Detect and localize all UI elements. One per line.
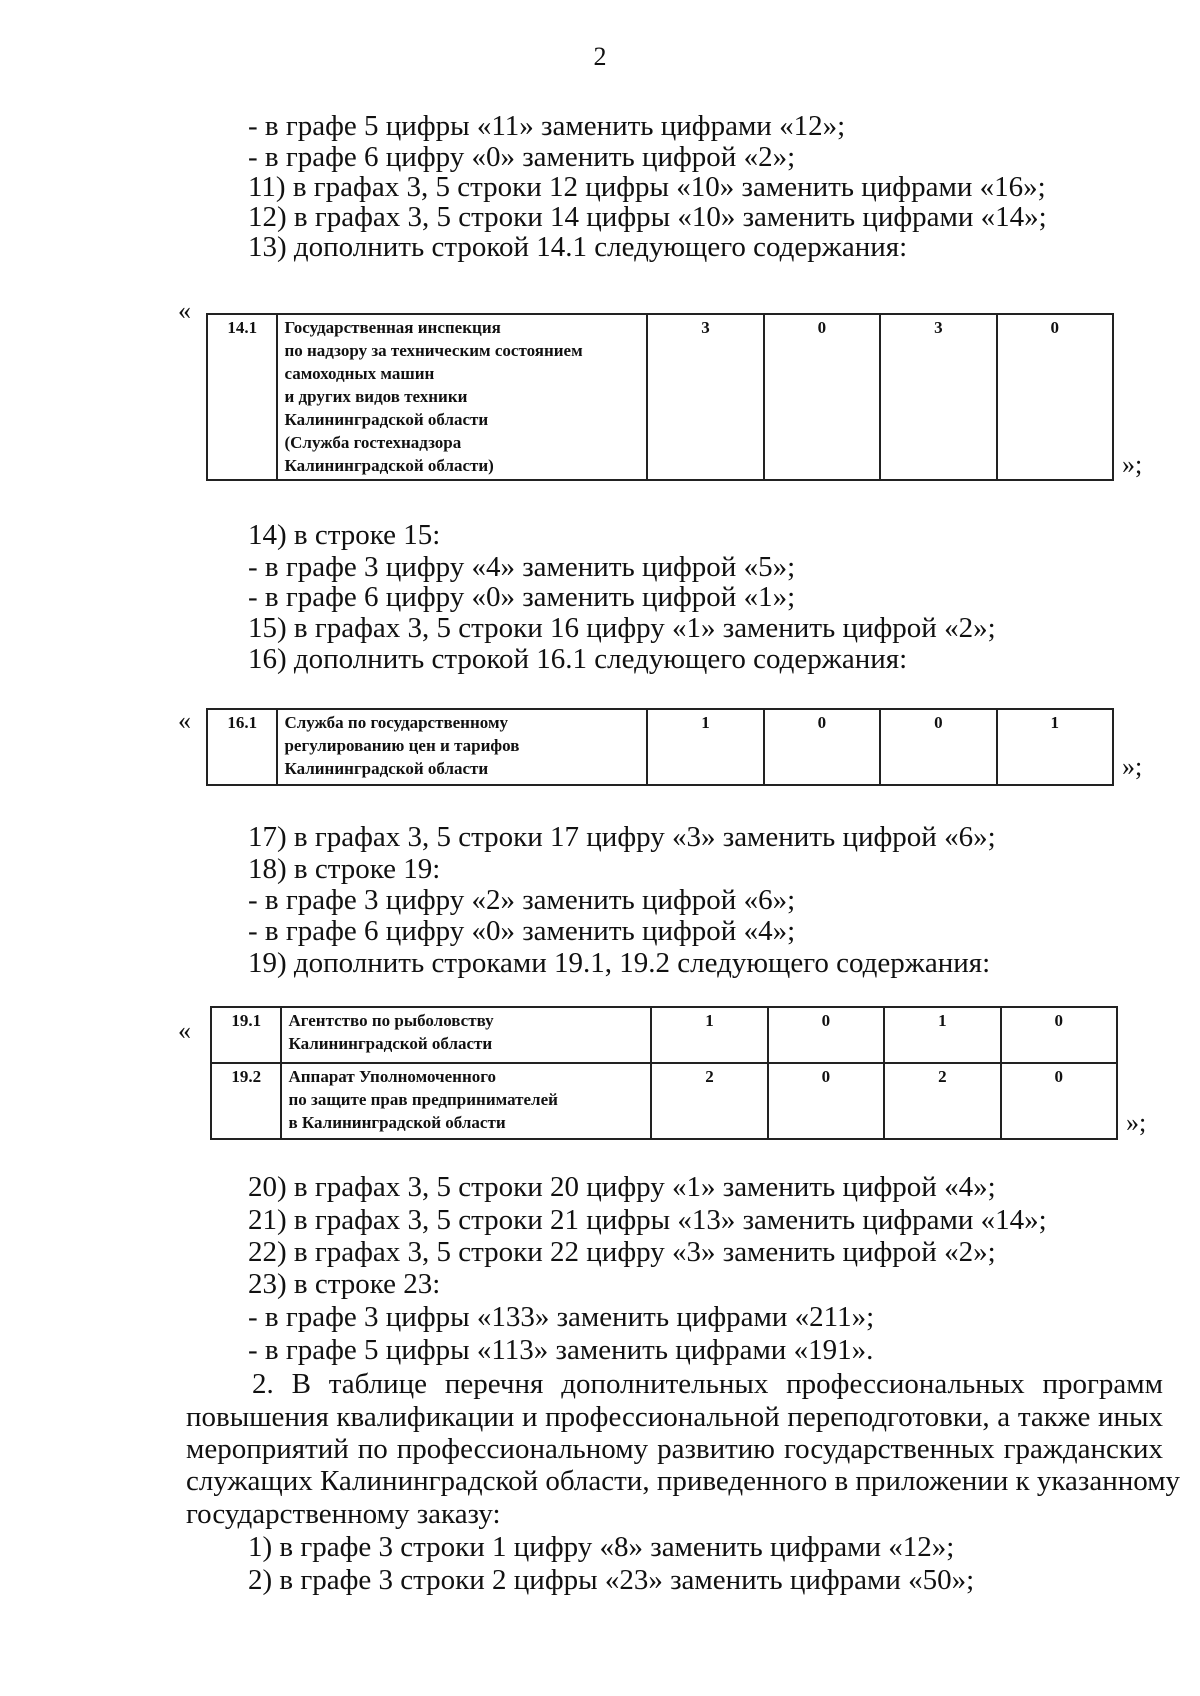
- paragraph-line: мероприятий по профессиональному развитию государственных гражданских: [186, 1433, 1163, 1465]
- table-row: [211, 1063, 1117, 1139]
- close-quote: »;: [1126, 1108, 1147, 1137]
- name-line: Калининградской области): [284, 456, 494, 475]
- text-line: 23) в строке 23:: [248, 1268, 441, 1300]
- text-line: - в графе 5 цифры «113» заменить цифрами «191».: [248, 1334, 874, 1366]
- text-line: 20) в графах 3, 5 строки 20 цифру «1» заменить цифрой «4»;: [248, 1171, 996, 1203]
- name-line: Калининградской области: [288, 1034, 493, 1053]
- name-line: Аппарат Уполномоченного: [288, 1067, 497, 1086]
- name-line: и других видов техники: [284, 387, 468, 406]
- open-quote: «: [178, 296, 191, 325]
- row-number: 14.1: [207, 314, 277, 480]
- row-number: 19.1: [211, 1007, 281, 1063]
- row-name: [281, 1007, 651, 1063]
- row-number: 19.2: [211, 1063, 281, 1139]
- text-line: 21) в графах 3, 5 строки 21 цифры «13» заменить цифрами «14»;: [248, 1204, 1047, 1236]
- open-quote: «: [178, 1016, 191, 1045]
- text-line: - в графе 6 цифру «0» заменить цифрой «1»;: [248, 581, 796, 613]
- table-row: [207, 709, 1113, 785]
- cell-col6: 1: [997, 709, 1113, 785]
- text-line: 13) дополнить строкой 14.1 следующего содержания:: [248, 231, 908, 263]
- text-line: 11) в графах 3, 5 строки 12 цифры «10» заменить цифрами «16»;: [248, 171, 1046, 203]
- cell-col3: 2: [651, 1063, 767, 1139]
- cell-col4: 0: [768, 1007, 884, 1063]
- row-name: [277, 709, 647, 785]
- paragraph-line: повышения квалификации и профессиональной переподготовки, а также иных: [186, 1401, 1163, 1433]
- table-row: [207, 314, 1113, 480]
- text-line: - в графе 5 цифры «11» заменить цифрами «12»;: [248, 110, 846, 142]
- paragraph-line: служащих Калининградской области, приведенного в приложении к указанному: [186, 1465, 1181, 1497]
- cell-col4: 0: [764, 709, 880, 785]
- cell-col5: 2: [884, 1063, 1000, 1139]
- text-line: - в графе 3 цифры «133» заменить цифрами «211»;: [248, 1301, 875, 1333]
- cell-col4: 0: [764, 314, 880, 480]
- text-line: 18) в строке 19:: [248, 853, 441, 885]
- name-line: по надзору за техническим состоянием: [284, 341, 583, 360]
- insert-table-19: [210, 1006, 1118, 1140]
- name-line: Калининградской области: [284, 759, 489, 778]
- cell-col3: 1: [647, 709, 763, 785]
- cell-col6: 0: [997, 314, 1113, 480]
- insert-table-16-1: [206, 708, 1114, 786]
- text-line: - в графе 3 цифру «2» заменить цифрой «6»;: [248, 884, 796, 916]
- row-name: [277, 314, 647, 480]
- text-line: 12) в графах 3, 5 строки 14 цифры «10» заменить цифрами «14»;: [248, 201, 1047, 233]
- cell-col5: 3: [880, 314, 996, 480]
- cell-col3: 3: [647, 314, 763, 480]
- row-number: 16.1: [207, 709, 277, 785]
- text-line: 16) дополнить строкой 16.1 следующего содержания:: [248, 643, 908, 675]
- row-name: [281, 1063, 651, 1139]
- text-line: 22) в графах 3, 5 строки 22 цифру «3» заменить цифрой «2»;: [248, 1236, 996, 1268]
- text-line: 19) дополнить строками 19.1, 19.2 следующего содержания:: [248, 947, 991, 979]
- name-line: регулированию цен и тарифов: [284, 736, 520, 755]
- name-line: Служба по государственному: [284, 713, 509, 732]
- text-line: 14) в строке 15:: [248, 519, 441, 551]
- name-line: по защите прав предпринимателей: [288, 1090, 558, 1109]
- cell-col4: 0: [768, 1063, 884, 1139]
- text-line: 17) в графах 3, 5 строки 17 цифру «3» заменить цифрой «6»;: [248, 821, 996, 853]
- cell-col6: 0: [1001, 1007, 1117, 1063]
- text-line: - в графе 3 цифру «4» заменить цифрой «5»;: [248, 551, 796, 583]
- paragraph-line: 2. В таблице перечня дополнительных профессиональных программ: [252, 1368, 1163, 1400]
- table-row: [211, 1007, 1117, 1063]
- insert-table-14-1: [206, 313, 1114, 481]
- text-line: 15) в графах 3, 5 строки 16 цифру «1» заменить цифрой «2»;: [248, 612, 996, 644]
- cell-col6: 0: [1001, 1063, 1117, 1139]
- cell-col3: 1: [651, 1007, 767, 1063]
- name-line: Калининградской области: [284, 410, 489, 429]
- open-quote: «: [178, 706, 191, 735]
- cell-col5: 1: [884, 1007, 1000, 1063]
- name-line: в Калининградской области: [288, 1113, 506, 1132]
- text-line: - в графе 6 цифру «0» заменить цифрой «2»;: [248, 141, 796, 173]
- cell-col5: 0: [880, 709, 996, 785]
- name-line: (Служба гостехнадзора: [284, 433, 462, 452]
- name-line: самоходных машин: [284, 364, 435, 383]
- paragraph-line: государственному заказу:: [186, 1498, 501, 1530]
- close-quote: »;: [1122, 450, 1143, 479]
- name-line: Государственная инспекция: [284, 318, 501, 337]
- close-quote: »;: [1122, 752, 1143, 781]
- text-line: 1) в графе 3 строки 1 цифру «8» заменить цифрами «12»;: [248, 1531, 955, 1563]
- text-line: 2) в графе 3 строки 2 цифры «23» заменить цифрами «50»;: [248, 1564, 975, 1596]
- page-number: 2: [593, 42, 607, 71]
- name-line: Агентство по рыболовству: [288, 1011, 494, 1030]
- text-line: - в графе 6 цифру «0» заменить цифрой «4»;: [248, 915, 796, 947]
